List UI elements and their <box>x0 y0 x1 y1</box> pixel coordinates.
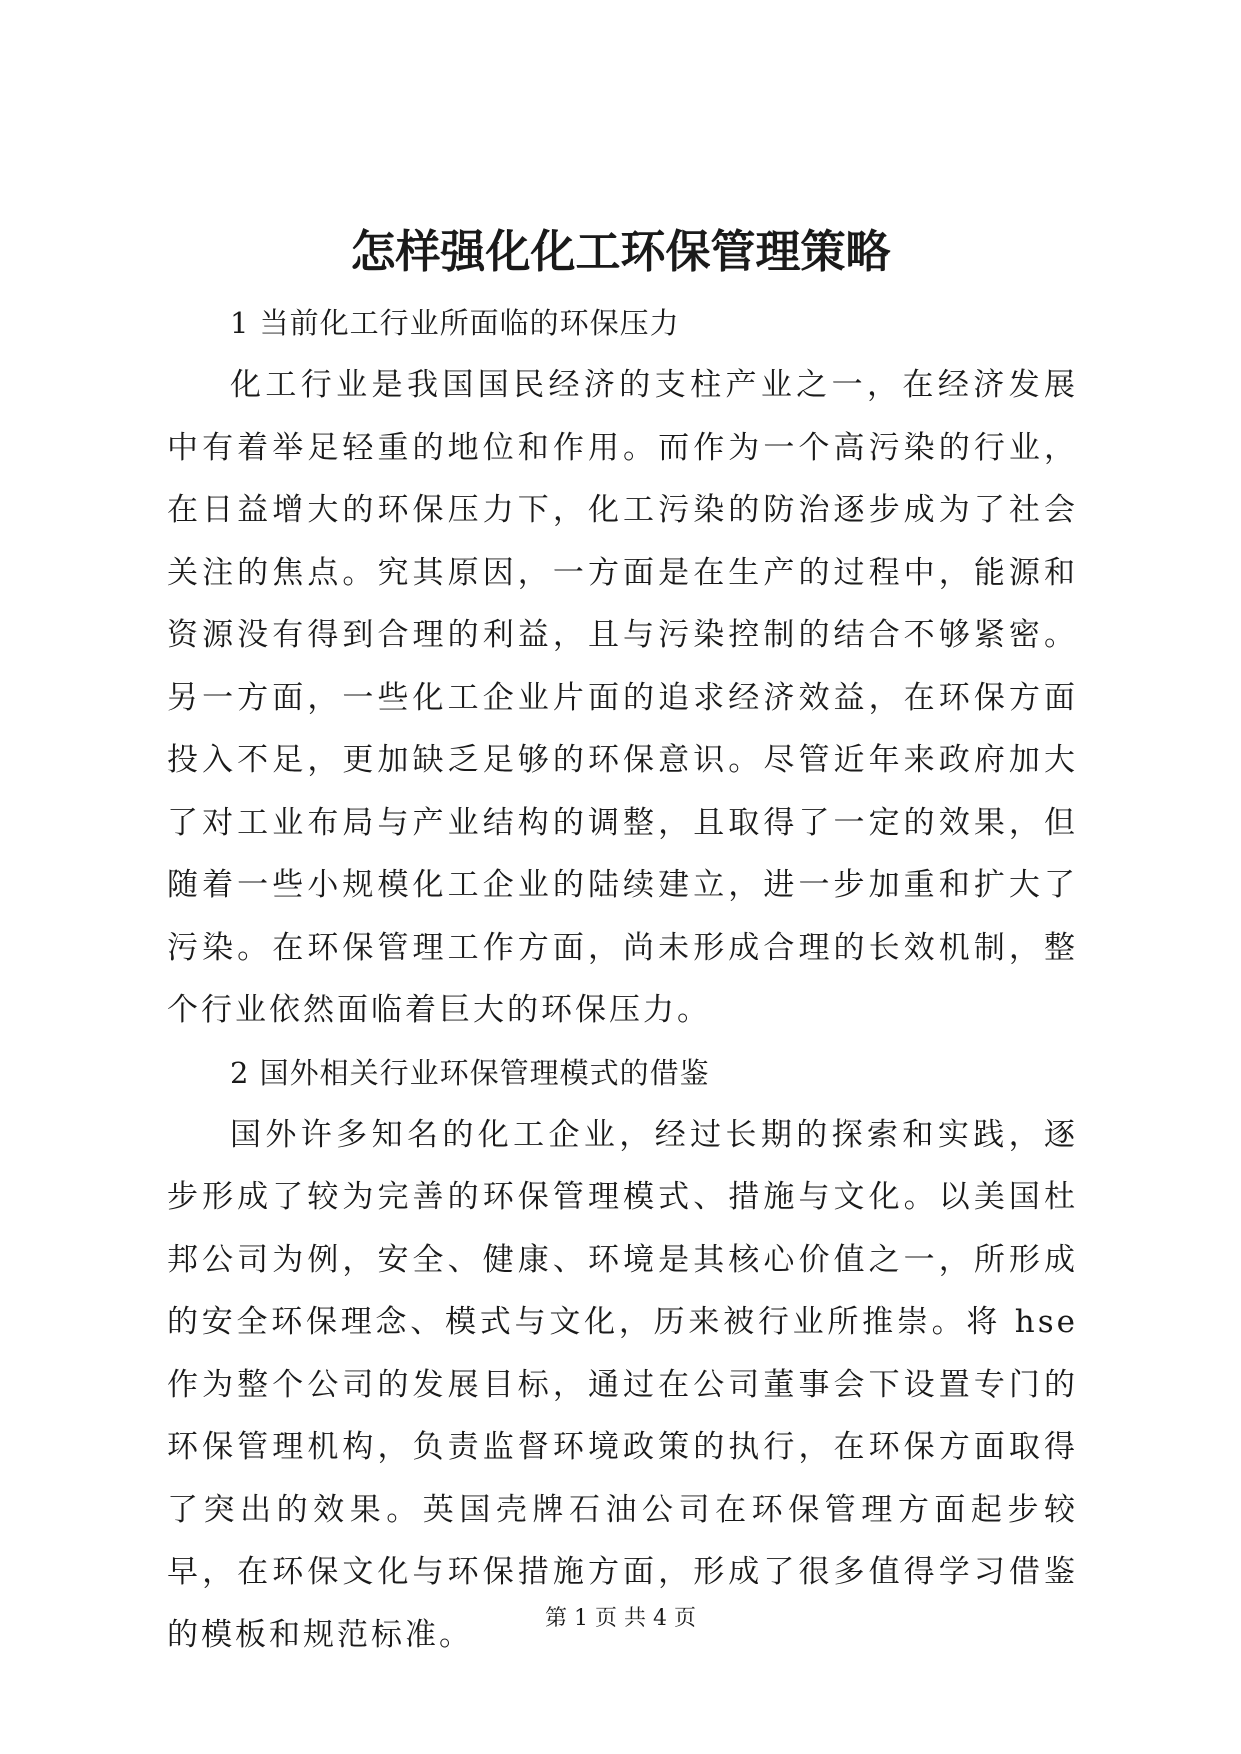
page-number-label: 第 1 页 共 4 页 <box>545 1606 696 1631</box>
section-1-heading: 1 当前化工行业所面临的环保压力 <box>230 306 680 340</box>
page-footer <box>0 1604 1241 1634</box>
section-2-heading: 2 国外相关行业环保管理模式的借鉴 <box>230 1055 710 1090</box>
document-body <box>167 292 1078 1666</box>
document-title: 怎样强化化工环保管理策略 <box>350 225 891 278</box>
section-1-paragraph: 化工行业是我国国民经济的支柱产业之一，在经济发展中有着举足轻重的地位和作用。而作为一个高污染的行业，在日益增大的环保压力下，化工污染的防治逐步成为了社会关注的焦点。究其原因，一方面是在生产的过程中，能源和资源没有得到合理的利益，且与污染控制的结合不够紧密。另一方面，一些化工企业片面的追求经济效益，在环保方面投入不足，更加缺乏足够的环保意识。尽管近年来政府加大了对工业布局与产业结构的调整，且取得了一定的效果，但随着一些小规模化工企业的陆续建立，进一步加重和扩大了污染。在环保管理工作方面，尚未形成合理的长效机制，整个行业依然面临着巨大的环保压力。 <box>167 367 1078 1028</box>
section-2-paragraph: 国外许多知名的化工企业，经过长期的探索和实践，逐步形成了较为完善的环保管理模式、措施与文化。以美国杜邦公司为例，安全、健康、环境是其核心价值之一，所形成的安全环保理念、模式与文化，历来被行业所推崇。将 hse 作为整个公司的发展目标，通过在公司董事会下设置专门的环保管理机构，负责监督环境政策的执行，在环保方面取得了突出的效果。英国壳牌石油公司在环保管理方面起步较早，在环保文化与环保措施方面，形成了很多值得学习借鉴的模板和规范标准。 <box>167 1116 1078 1653</box>
